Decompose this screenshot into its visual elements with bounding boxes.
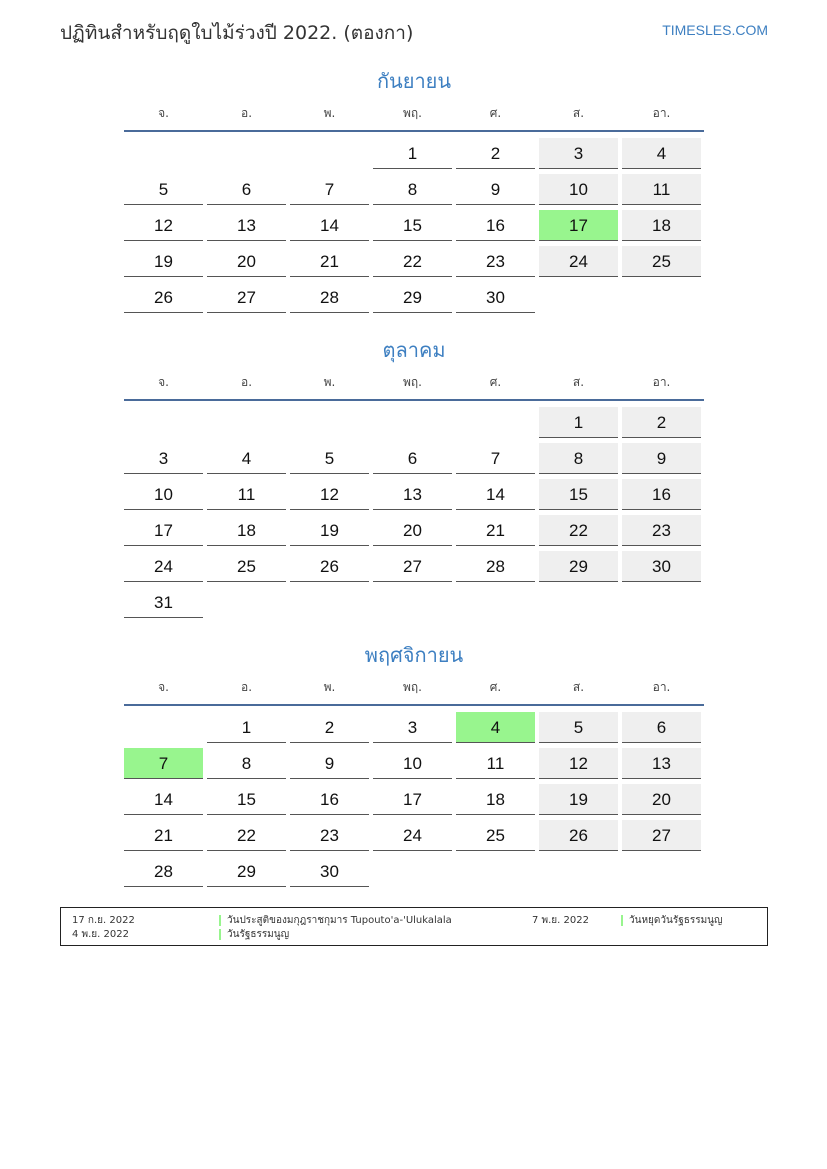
month-title: กันยายน (376, 69, 452, 93)
day-cell: 12 (539, 748, 618, 779)
legend-text: วันรัฐธรรมนูญ (227, 929, 290, 940)
day-cell: 16 (456, 210, 535, 241)
day-cell: 24 (539, 246, 618, 277)
holiday-day-cell: 7 (124, 748, 203, 779)
day-cell: 14 (290, 210, 369, 241)
day-cell: 3 (373, 712, 452, 743)
day-cell: 27 (622, 820, 701, 851)
day-cell: 29 (207, 856, 286, 887)
day-cell: 6 (373, 443, 452, 474)
day-cell: 20 (622, 784, 701, 815)
day-cell: 20 (373, 515, 452, 546)
day-cell: 28 (124, 856, 203, 887)
day-cell: 30 (290, 856, 369, 887)
day-cell: 2 (456, 138, 535, 169)
day-cell: 15 (207, 784, 286, 815)
weekday-label: อา. (652, 106, 671, 120)
day-cell: 9 (456, 174, 535, 205)
day-cell: 1 (207, 712, 286, 743)
day-cell: 15 (539, 479, 618, 510)
day-cell: 30 (622, 551, 701, 582)
day-cell: 18 (456, 784, 535, 815)
day-cell: 11 (456, 748, 535, 779)
day-cell: 28 (290, 282, 369, 313)
weekday-header (124, 676, 704, 706)
day-cell: 17 (373, 784, 452, 815)
legend-date: 17 ก.ย. 2022 (72, 915, 135, 926)
day-cell: 25 (456, 820, 535, 851)
day-cell: 29 (373, 282, 452, 313)
day-cell: 3 (124, 443, 203, 474)
day-cell: 18 (622, 210, 701, 241)
holiday-day-cell: 17 (539, 210, 618, 241)
day-cell: 2 (290, 712, 369, 743)
day-cell: 5 (539, 712, 618, 743)
day-cell: 13 (373, 479, 452, 510)
legend-date: 4 พ.ย. 2022 (72, 929, 129, 940)
day-cell: 11 (207, 479, 286, 510)
day-cell: 3 (539, 138, 618, 169)
legend-item (621, 913, 723, 928)
day-cell: 29 (539, 551, 618, 582)
holiday-marker (621, 915, 623, 926)
day-cell: 22 (207, 820, 286, 851)
weekday-label: จ. (158, 106, 169, 120)
day-cell: 14 (124, 784, 203, 815)
day-cell: 26 (539, 820, 618, 851)
weekday-header (124, 102, 704, 132)
day-cell: 9 (290, 748, 369, 779)
day-cell: 4 (207, 443, 286, 474)
day-cell: 21 (124, 820, 203, 851)
holiday-day-cell: 4 (456, 712, 535, 743)
day-cell: 11 (622, 174, 701, 205)
brand-link[interactable]: TIMESLES.COM (662, 22, 768, 38)
legend-text: วันประสูติของมกุฎราชกุมาร Tupouto'a-'Ulukalala (227, 915, 452, 926)
weekday-header (124, 371, 704, 401)
day-cell: 12 (124, 210, 203, 241)
day-cell: 1 (539, 407, 618, 438)
weekday-label: พ. (323, 106, 336, 120)
day-cell: 13 (207, 210, 286, 241)
legend-date: 7 พ.ย. 2022 (532, 915, 589, 926)
day-cell: 1 (373, 138, 452, 169)
day-cell: 26 (290, 551, 369, 582)
page-title: ปฏิทินสำหรับฤดูใบไม้ร่วงปี 2022. (ตองกา) (60, 22, 414, 44)
day-cell: 13 (622, 748, 701, 779)
day-cell: 16 (622, 479, 701, 510)
day-cell: 2 (622, 407, 701, 438)
day-cell: 25 (622, 246, 701, 277)
day-cell: 5 (124, 174, 203, 205)
day-cell: 8 (539, 443, 618, 474)
month-october (124, 335, 704, 612)
day-cell: 22 (373, 246, 452, 277)
day-cell: 9 (622, 443, 701, 474)
day-cell: 17 (124, 515, 203, 546)
day-cell: 19 (539, 784, 618, 815)
month-title: ตุลาคม (382, 338, 446, 362)
day-cell: 4 (622, 138, 701, 169)
weekday-label: พ. (323, 680, 336, 694)
weekday-label: พฤ. (403, 680, 422, 694)
day-cell: 26 (124, 282, 203, 313)
weekday-label: ส. (572, 375, 585, 389)
legend-item (219, 927, 289, 942)
month-september (124, 66, 704, 317)
legend-text: วันหยุดวันรัฐธรรมนูญ (629, 915, 723, 926)
day-cell: 30 (456, 282, 535, 313)
day-cell: 21 (290, 246, 369, 277)
day-cell: 10 (539, 174, 618, 205)
weekday-label: จ. (158, 680, 169, 694)
day-cell: 19 (124, 246, 203, 277)
weekday-label: พ. (323, 375, 336, 389)
day-cell: 31 (124, 587, 203, 618)
day-cell: 23 (622, 515, 701, 546)
day-cell: 27 (373, 551, 452, 582)
weekday-label: อ. (240, 106, 253, 120)
weekday-label: ศ. (489, 375, 502, 389)
day-cell: 23 (290, 820, 369, 851)
day-cell: 7 (290, 174, 369, 205)
weekday-label: ส. (572, 680, 585, 694)
day-cell: 8 (207, 748, 286, 779)
weekday-label: อา. (652, 680, 671, 694)
day-cell: 21 (456, 515, 535, 546)
weekday-label: ศ. (489, 680, 502, 694)
day-cell: 10 (373, 748, 452, 779)
day-cell: 24 (124, 551, 203, 582)
day-cell: 22 (539, 515, 618, 546)
day-grid (124, 132, 704, 317)
day-cell: 7 (456, 443, 535, 474)
weekday-label: อ. (240, 680, 253, 694)
day-cell: 10 (124, 479, 203, 510)
day-cell: 16 (290, 784, 369, 815)
day-cell: 19 (290, 515, 369, 546)
weekday-label: ส. (572, 106, 585, 120)
day-cell: 5 (290, 443, 369, 474)
day-cell: 23 (456, 246, 535, 277)
weekday-label: พฤ. (403, 106, 422, 120)
month-title: พฤศจิกายน (364, 643, 464, 667)
day-cell: 6 (207, 174, 286, 205)
month-november (124, 640, 704, 891)
day-cell: 6 (622, 712, 701, 743)
weekday-label: จ. (158, 375, 169, 389)
weekday-label: ศ. (489, 106, 502, 120)
weekday-label: อา. (652, 375, 671, 389)
day-cell: 24 (373, 820, 452, 851)
day-cell: 27 (207, 282, 286, 313)
day-cell: 8 (373, 174, 452, 205)
day-cell: 18 (207, 515, 286, 546)
legend-item (219, 913, 452, 928)
holiday-marker (219, 929, 221, 940)
day-grid (124, 401, 704, 612)
page-header (60, 18, 768, 48)
day-cell: 14 (456, 479, 535, 510)
weekday-label: อ. (240, 375, 253, 389)
day-cell: 20 (207, 246, 286, 277)
holiday-legend (60, 907, 768, 946)
day-cell: 15 (373, 210, 452, 241)
weekday-label: พฤ. (403, 375, 422, 389)
holiday-marker (219, 915, 221, 926)
day-grid (124, 706, 704, 891)
day-cell: 25 (207, 551, 286, 582)
day-cell: 28 (456, 551, 535, 582)
day-cell: 12 (290, 479, 369, 510)
